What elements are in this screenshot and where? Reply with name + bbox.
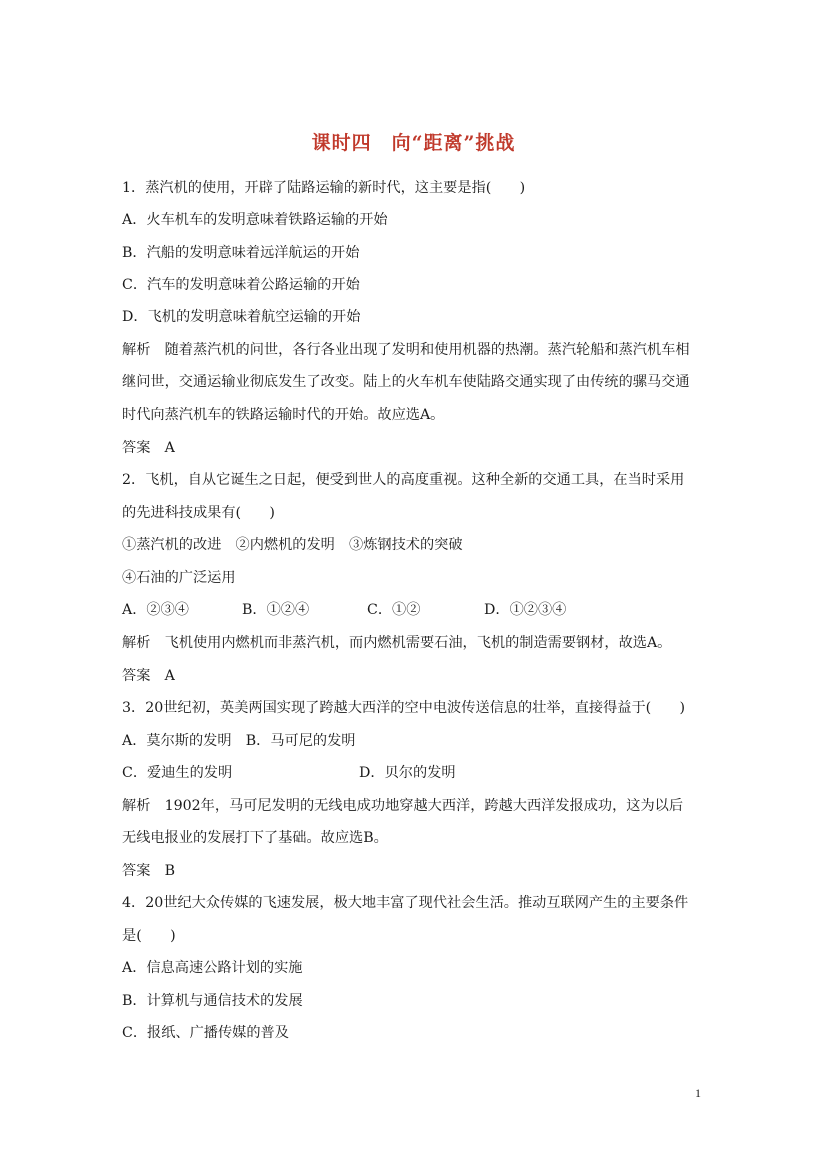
text-line: 无线电报业的发展打下了基础。故应选B。 (122, 830, 388, 846)
analysis-line: 解析 飞机使用内燃机而非蒸汽机，而内燃机需要石油，飞机的制造需要钢材，故选A。 (122, 635, 672, 651)
option-line: A．莫尔斯的发明 B．马可尼的发明 (122, 733, 356, 749)
q2-option: C．①② (367, 602, 421, 618)
analysis-line: 解析 1902年，马可尼发明的无线电成功地穿越大西洋，跨越大西洋发报成功，这为以后 (122, 798, 684, 814)
option-line: B．计算机与通信技术的发展 (122, 993, 303, 1009)
question-stem: 3．20世纪初，英美两国实现了跨越大西洋的空中电波传送信息的壮举，直接得益于( ) (122, 700, 686, 716)
text-line: ④石油的广泛运用 (122, 570, 236, 586)
text-line: 是( ) (122, 928, 176, 944)
option-line: B．汽船的发明意味着远洋航运的开始 (122, 245, 360, 261)
answer-line: 答案 A (122, 440, 175, 456)
q2-option: D．①②③④ (484, 602, 567, 618)
answer-line: 答案 B (122, 863, 175, 879)
option-line: C．报纸、广播传媒的普及 (122, 1025, 289, 1041)
page-title: 课时四 向“距离”挑战 (311, 132, 516, 154)
option-line: C．汽车的发明意味着公路运输的开始 (122, 277, 360, 293)
page-number: 1 (695, 1086, 701, 1100)
question-stem: 4．20世纪大众传媒的飞速发展，极大地丰富了现代社会生活。推动互联网产生的主要条件 (122, 895, 689, 911)
analysis-line: 解析 随着蒸汽机的问世，各行各业出现了发明和使用机器的热潮。蒸汽轮船和蒸汽机车相 (122, 342, 690, 358)
text-line: 继问世，交通运输业彻底发生了改变。陆上的火车机车使陆路交通实现了由传统的骡马交通 (122, 374, 690, 390)
option-line: A．信息高速公路计划的实施 (122, 960, 303, 976)
text-line: 时代向蒸汽机车的铁路运输时代的开始。故应选A。 (122, 407, 445, 423)
text-line: ①蒸汽机的改进 ②内燃机的发明 ③炼钢技术的突破 (122, 537, 463, 553)
q2-option: B．①②④ (242, 602, 310, 618)
answer-line: 答案 A (122, 668, 175, 684)
q3-option: C．爱迪生的发明 (122, 765, 233, 781)
option-line: A．火车机车的发明意味着铁路运输的开始 (122, 212, 388, 228)
text-line: 的先进科技成果有( ) (122, 505, 275, 521)
question-stem: 2．飞机，自从它诞生之日起，便受到世人的高度重视。这种全新的交通工具，在当时采用 (122, 472, 685, 488)
q2-option: A．②③④ (122, 602, 189, 618)
question-stem: 1．蒸汽机的使用，开辟了陆路运输的新时代，这主要是指( ) (122, 180, 526, 196)
option-line: D．飞机的发明意味着航空运输的开始 (122, 309, 361, 325)
q3-option: D．贝尔的发明 (359, 765, 456, 781)
